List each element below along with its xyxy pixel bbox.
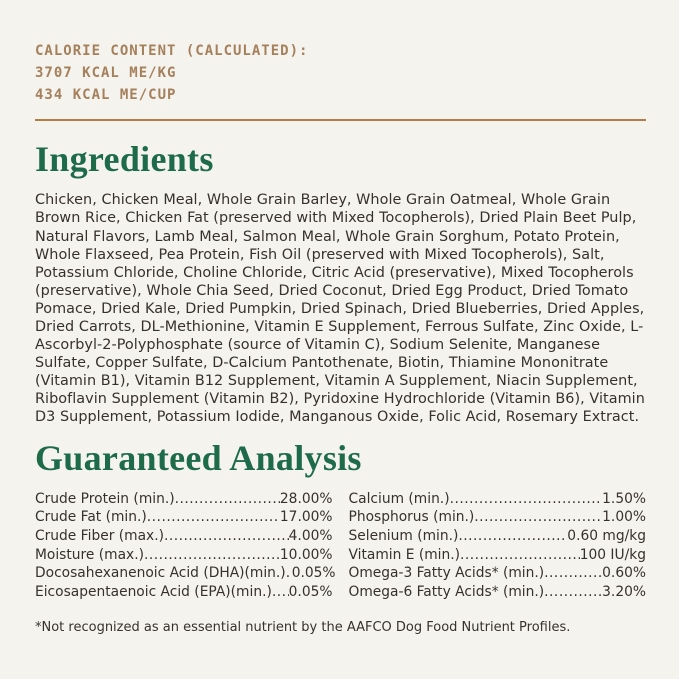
analysis-row-crude-fat (35, 508, 333, 527)
analysis-label: Crude Fiber (max.) (35, 528, 164, 545)
analysis-value: 0.05% (288, 583, 333, 600)
guaranteed-analysis-table (35, 490, 646, 602)
analysis-value: 17.00% (279, 509, 333, 526)
analysis-row-omega-3 (349, 564, 647, 583)
analysis-value: 1.00% (602, 509, 646, 526)
analysis-row-calcium (349, 490, 647, 509)
calorie-kcal-per-cup: 434 KCAL ME/CUP (35, 87, 177, 103)
leader-dots (147, 508, 280, 527)
analysis-label: Vitamin E (min.) (348, 546, 461, 563)
analysis-label: Eicosapentaenoic Acid (EPA)(min.) (35, 583, 272, 600)
analysis-row-phosphorus (349, 508, 647, 527)
leader-dots (544, 564, 602, 583)
calorie-kcal-per-kg: 3707 KCAL ME/KG (35, 65, 177, 81)
aafco-footnote: *Not recognized as an essential nutrient by the AAFCO Dog Food Nutrient Profiles. (35, 620, 571, 636)
analysis-label: Moisture (max.) (35, 546, 144, 563)
analysis-row-crude-protein (35, 490, 333, 509)
analysis-right-column (349, 490, 647, 602)
leader-dots (450, 490, 603, 509)
ingredients-heading: Ingredients (35, 139, 214, 179)
analysis-row-crude-fiber (35, 527, 333, 546)
analysis-row-dha (35, 564, 336, 583)
analysis-label: Omega-6 Fatty Acids* (min.) (348, 583, 545, 600)
analysis-value: 100 IU/kg (579, 546, 646, 563)
leader-dots (544, 583, 602, 602)
analysis-label: Docosahexanenoic Acid (DHA)(min.) (35, 565, 286, 582)
analysis-row-selenium (349, 527, 647, 546)
guaranteed-analysis-heading: Guaranteed Analysis (35, 437, 362, 478)
leader-dots (164, 527, 289, 546)
ingredients-text: Chicken, Chicken Meal, Whole Grain Barley, Whole Grain Oatmeal, Whole Grain Brown Rice, Chicken Fat (preserved with Mixed Tocopherols), Dried Plain Beet Pulp, Natural Flavors, Lamb Meal, Salmon Meal, Whole Grain Sorghum, Potato Protein, Whole Flaxseed, Pea Protein, Fish Oil (preserved with Mixed Tocopherols), Salt, Potassium Chloride, Choline Chloride, Citric Acid (preservative), Mixed Tocopherols (preservative), Whole Chia Seed, Dried Coconut, Dried Egg Product, Dried Tomato Pomace, Dried Kale, Dried Pumpkin, Dried Spinach, Dried Blueberries, Dried Apples, Dried Carrots, DL-Methionine, Vitamin E Supplement, Ferrous Sulfate, Zinc Oxide, L-Ascorbyl-2-Polyphosphate (source of Vitamin C), Sodium Selenite, Manganese Sulfate, Copper Sulfate, D-Calcium Pantothenate, Biotin, Thiamine Mononitrate (Vitamin B1), Vitamin B12 Supplement, Vitamin A Supplement, Niacin Supplement, Riboflavin Supplement (Vitamin B2), Pyridoxine Hydrochloride (Vitamin B6), Vitamin D3 Supplement, Potassium Iodide, Manganous Oxide, Folic Acid, Rosemary Extract. (35, 192, 645, 426)
analysis-value: 0.05% (291, 565, 336, 582)
leader-dots (175, 490, 280, 509)
analysis-value: 0.60% (602, 565, 646, 582)
analysis-value: 3.20% (602, 583, 646, 600)
analysis-value: 4.00% (288, 528, 333, 545)
analysis-label: Selenium (min.) (348, 528, 459, 545)
analysis-label: Crude Fat (min.) (35, 509, 147, 526)
calorie-title: CALORIE CONTENT (CALCULATED): (35, 43, 309, 59)
leader-dots (460, 546, 580, 565)
analysis-row-vitamin-e (349, 546, 647, 565)
analysis-label: Calcium (min.) (348, 490, 450, 507)
leader-dots (144, 546, 280, 565)
analysis-row-omega-6 (349, 583, 647, 602)
analysis-left-column (35, 490, 336, 602)
analysis-value: 28.00% (279, 490, 333, 507)
analysis-row-moisture (35, 546, 333, 565)
analysis-value: 10.00% (279, 546, 333, 563)
analysis-value: 0.60 mg/kg (567, 528, 646, 545)
analysis-label: Crude Protein (min.) (35, 490, 175, 507)
calorie-content-section (35, 40, 646, 106)
leader-dots (474, 508, 602, 527)
analysis-label: Omega-3 Fatty Acids* (min.) (348, 565, 545, 582)
section-divider (35, 119, 646, 121)
analysis-value: 1.50% (602, 490, 646, 507)
analysis-row-epa (35, 583, 333, 602)
leader-dots (272, 583, 289, 602)
leader-dots (458, 527, 567, 546)
analysis-label: Phosphorus (min.) (348, 509, 475, 526)
